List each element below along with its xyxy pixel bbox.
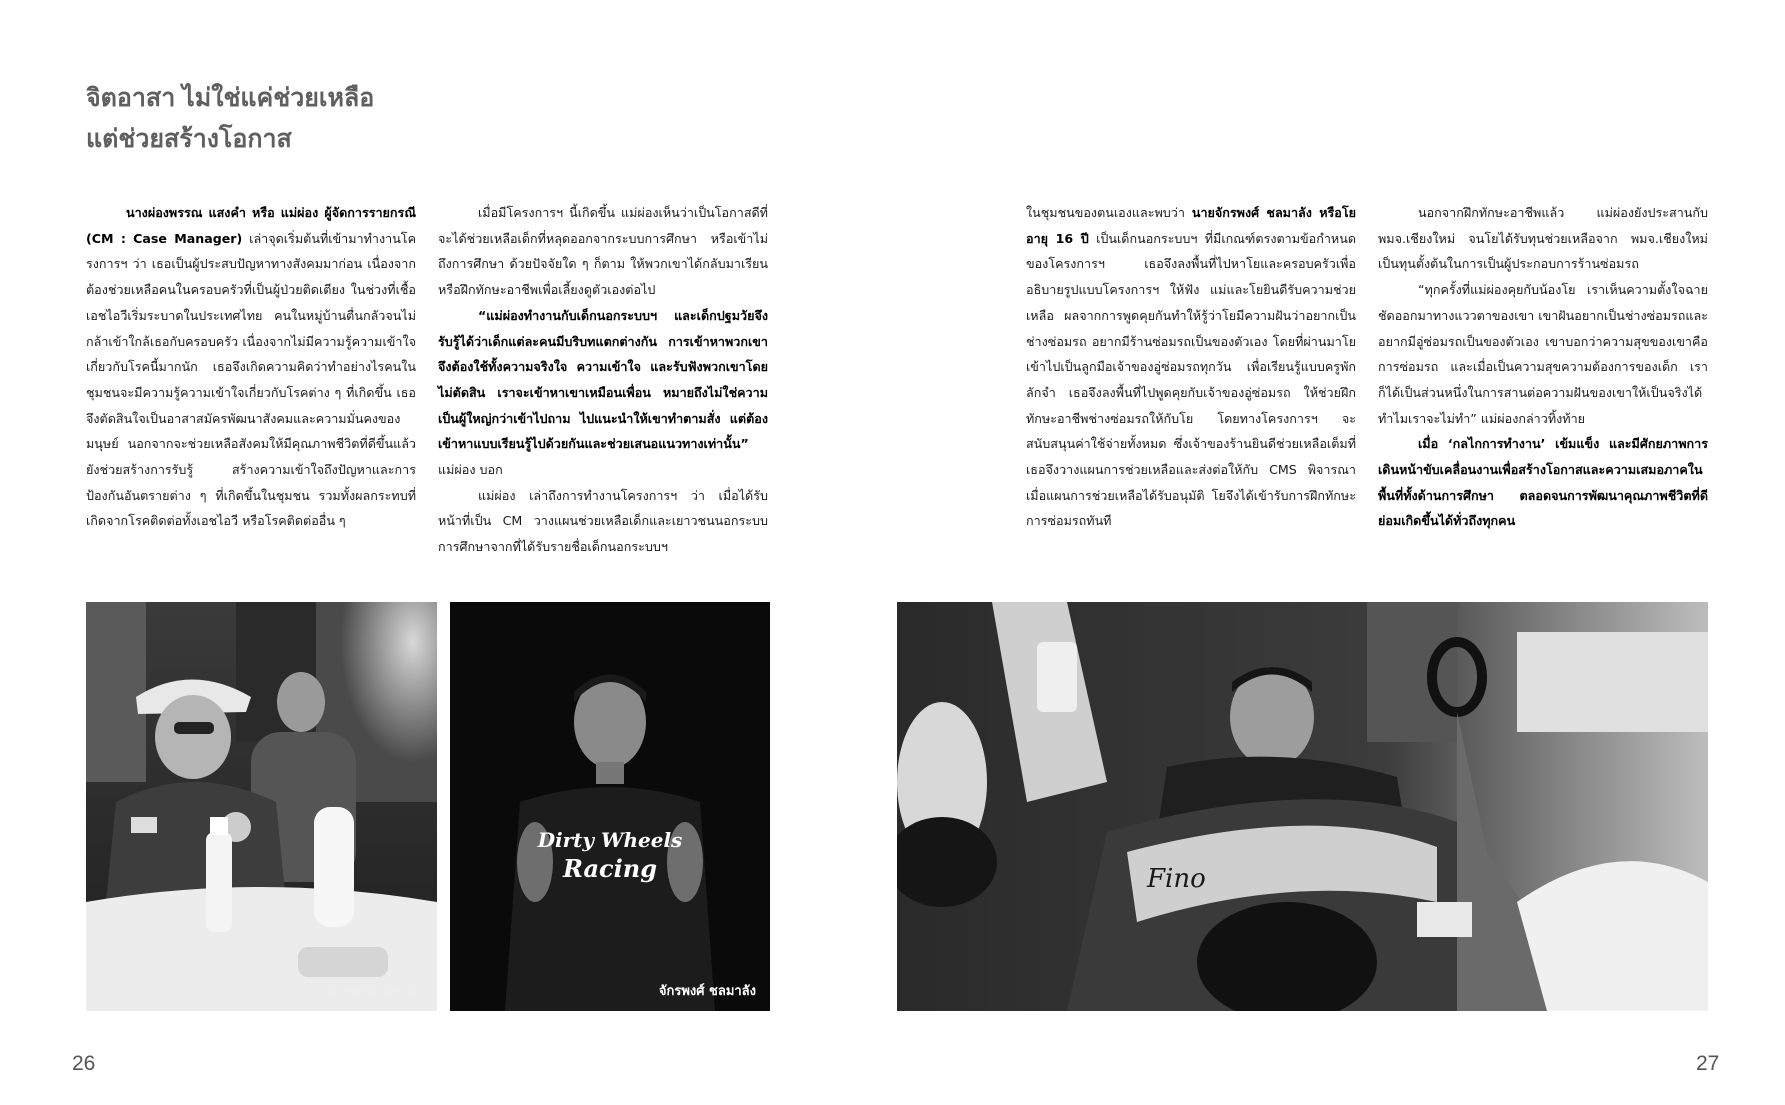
scooter-brand-text: Fino [1147, 864, 1206, 894]
col4-paragraph-2: “ทุกครั้งที่แม่ผ่องคุยกับน้องโย เราเห็นความตั้งใจฉายชัดออกมาทางแววตาของเขา เขาฝันอยากเป็นช่างซ่อมรถและอยากมีอู่ซ่อมรถเป็นของตัวเอง เขาบอกว่าความสุขของเขาคือ การซ่อมรถ และเมื่อเป็นความสุขความต้องการของเด็ก เราก็ได้เป็นส่วนหนึ่งในการสานต่อความฝันของเขาให้เป็นจริงได้ ทำไมเราจะไม่ทำ” แม่ผ่องกล่าวทิ้งท้าย [1378, 282, 1708, 426]
text-column-4 [1378, 200, 1708, 534]
col2-attribution: แม่ผ่อง บอก [438, 462, 503, 478]
photo-jakkraphong-caption: จักรพงศ์ ชลมาลัง [658, 984, 756, 999]
col1-text: เล่าจุดเริ่มต้นที่เข้ามาทำงานโครงการฯ ว่า เธอเป็นผู้ประสบปัญหาทางสังคมมาก่อน เนื่องจากต้องช่วยเหลือคนในครอบครัวที่เป็นผู้ป่วยติดเตียง ในช่วงที่เชื้อเอชไอวีเริ่มระบาดในประเทศไทย คนในหมู่บ้านตื่นกลัวจนไม่กล้าเข้าใกล้เธอกับครอบครัว เนื่องจากไม่มีความรู้ความเข้าใจเกี่ยวกับโรคนี้มากนัก เธอจึงเกิดความคิดว่าทำอย่างไรคนในชุมชนจะมีความรู้ความเข้าใจเกี่ยวกับโรคต่าง ๆ ที่เกิดขึ้น เธอจึงตัดสินใจเป็นอาสาสมัครพัฒนาสังคมและความมั่นคงของมนุษย์ นอกจากจะช่วยเหลือสังคมให้มีคุณภาพชีวิตที่ดีขึ้นแล้ว ยังช่วยสร้างการรับรู้ สร้างความเข้าใจถึงปัญหาและการป้องกันอันตรายต่าง ๆ ที่เกิดขึ้นในชุมชน รวมทั้งผลกระทบที่เกิดจากโรคติดต่อทั้งเอชไอวี หรือโรคติดต่ออื่น ๆ [86, 230, 417, 529]
heading-line-2: แต่ช่วยสร้างโอกาส [86, 125, 292, 153]
col1-paragraph [86, 200, 416, 534]
col2-paragraph-3: แม่ผ่อง เล่าถึงการทำงานโครงการฯ ว่า เมื่อได้รับหน้าที่เป็น CM วางแผนช่วยเหลือเด็กและเยาวชนนอกระบบการศึกษาจากที่ได้รับรายชื่อเด็กนอกระบบฯ [438, 487, 768, 555]
page-number-left: 26 [72, 1052, 96, 1075]
col4-paragraph-3 [1378, 431, 1708, 534]
col3-text-1: ในชุมชนของตนเองและพบว่า [1026, 205, 1192, 220]
photo-repair-shop-illustration [897, 602, 1708, 1011]
col2-quote: “แม่ผ่องทำงานกับเด็กนอกระบบฯ และเด็กปฐมวัยจึงรับรู้ได้ว่าเด็กแต่ละคนมีบริบทแตกต่างกัน การเข้าหาพวกเขาจึงต้องใช้ทั้งความจริงใจ ความเข้าใจ และรับฟังพวกเขาโดยไม่ตัดสิน เราจะเข้าหาเขาเหมือนเพื่อน หมายถึงไม่ใช่ความเป็นผู้ใหญ่กว่าเข้าไปถาม ไปแนะนำให้เขาทำตามสั่ง แต่ต้องเข้าหาแบบเรียนรู้ไปด้วยกันและช่วยเสนอแนวทางเท่านั้น” [438, 307, 768, 452]
col1-bold-intro: นางผ่องพรรณ แสงคำ หรือ แม่ผ่อง ผู้จัดการรายกรณี (CM : Case Manager) [86, 205, 416, 246]
shirt-text-line-1: Dirty Wheels [537, 828, 683, 852]
col2-paragraph-1: เมื่อมีโครงการฯ นี้เกิดขึ้น แม่ผ่องเห็นว่าเป็นโอกาสดีที่จะได้ช่วยเหลือเด็กที่หลุดออกจากระบบการศึกษา หรือเข้าไม่ถึงการศึกษา ด้วยปัจจัยใด ๆ ก็ตาม ให้พวกเขาได้กลับมาเรียน หรือฝึกทักษะอาชีพเพื่อเลี้ยงดูตัวเองต่อไป [438, 205, 768, 298]
page-number-right: 27 [1696, 1052, 1720, 1075]
text-column-3 [1026, 200, 1356, 534]
col4-conclusion: ‘กลไกการทำงาน’ เข้มแข็ง และมีศักยภาพการเดินหน้าขับเคลื่อนงานเพื่อสร้างโอกาสและความเสมอภาคในพื้นที่ทั้งด้านการศึกษา ตลอดจนการพัฒนาคุณภาพชีวิตที่ดีย่อมเกิดขึ้นได้ทั่วถึงทุกคน [1378, 436, 1708, 529]
photo-phongphan [86, 602, 437, 1011]
text-column-1 [86, 200, 416, 534]
photo-jakkraphong-illustration [450, 602, 770, 1011]
text-column-2 [438, 200, 768, 560]
photo-repair-shop [897, 602, 1708, 1011]
heading-line-1: จิตอาสา ไม่ใช่แค่ช่วยเหลือ [86, 84, 375, 112]
col3-paragraph [1026, 200, 1356, 534]
col2-paragraph-2 [438, 303, 768, 483]
col4-lead: เมื่อ [1418, 436, 1448, 452]
photo-phongphan-illustration [86, 602, 437, 1011]
col4-paragraph-1: นอกจากฝึกทักษะอาชีพแล้ว แม่ผ่องยังประสานกับ พมจ.เชียงใหม่ จนโยได้รับทุนช่วยเหลือจาก พมจ.เชียงใหม่ เป็นทุนตั้งต้นในการเป็นผู้ประกอบการร้านซ่อมรถ [1378, 205, 1708, 272]
article-heading [86, 78, 374, 160]
shirt-text-line-2: Racing [562, 854, 658, 883]
photo-phongphan-caption: ผ่องพรรณ แสงคำ [323, 984, 423, 999]
col3-bold-name: นายจักรพงศ์ ชลมาลัง หรือโย อายุ 16 ปี [1026, 205, 1356, 246]
col3-text-2: เป็นเด็กนอกระบบฯ ที่มีเกณฑ์ตรงตามข้อกำหนดของโครงการฯ เธอจึงลงพื้นที่ไปหาโยและครอบครัวเพื่ออธิบายรูปแบบโครงการฯ ให้ฟัง แม่และโยยินดีรับความช่วยเหลือ ผลจากการพูดคุยกันทำให้รู้ว่าโยมีความฝันว่าอยากเป็นช่างซ่อมรถ อยากมีร้านซ่อมรถเป็นของตัวเอง โดยที่ผ่านมาโยเข้าไปเป็นลูกมือเจ้าของอู่ซ่อมรถทุกวัน เพื่อเรียนรู้แบบครูพักลักจำ เธอจึงลงพื้นที่ไปพูดคุยกับเจ้าของอู่ซ่อมรถ ให้ช่วยฝึกทักษะอาชีพช่างซ่อมรถให้กับโย โดยทางโครงการฯ จะสนับสนุนค่าใช้จ่ายทั้งหมด ซึ่งเจ้าของร้านยินดีช่วยเหลือเต็มที่ เธอจึงวางแผนการช่วยเหลือและส่งต่อให้กับ CMS พิจารณา เมื่อแผนการช่วยเหลือได้รับอนุมัติ โยจึงได้เข้ารับการฝึกทักษะการซ่อมรถทันที [1026, 230, 1356, 529]
photo-jakkraphong [450, 602, 770, 1011]
